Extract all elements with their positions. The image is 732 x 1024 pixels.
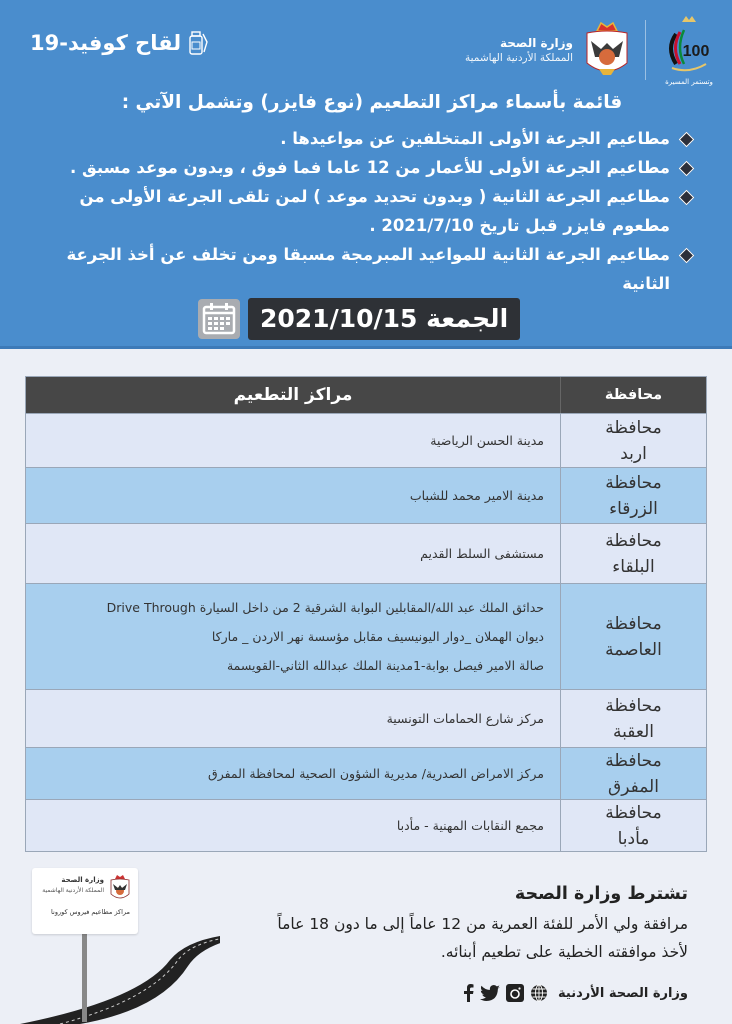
brand-logos [465,12,720,88]
criteria-item: مطاعيم الجرعة الأولى المتخلفين عن مواعيدها . [36,124,696,153]
diamond-bullet-icon [679,190,695,206]
table-row [26,747,706,799]
ministry-text [465,36,573,64]
calendar-icon [198,299,240,339]
diamond-bullet-icon [679,248,695,264]
diamond-bullet-icon [679,161,695,177]
ministry-name: وزارة الصحة [499,36,573,50]
footer-title: تشترط وزارة الصحة [514,884,688,904]
table-row [26,523,706,583]
centennial-tagline: وتستمر المسيرة [665,78,713,86]
criteria-list [36,124,696,298]
governorate-cell: محافظة البلقاء [560,524,706,583]
header-governorate: محافظة [560,377,706,413]
table-row [26,467,706,523]
centers-cell: مركز شارع الحمامات التونسية [386,711,544,726]
centennial-100-icon [658,14,720,76]
governorate-cell: محافظة العاصمة [560,584,706,689]
date-banner [198,298,520,340]
centennial-logo [658,14,720,86]
footer-body: مرافقة ولي الأمر للفئة العمرية من 12 عاماً إلى ما دون 18 عاماً لأخذ موافقته الخطية على تطعيم أبنائه. [277,915,688,961]
kingdom-name: المملكة الأردنية الهاشمية [464,52,573,64]
logo-divider [645,20,646,80]
sign-kingdom: المملكة الأردنية الهاشمية [42,887,104,894]
table-row [26,799,706,851]
table-header [26,377,706,413]
globe-icon[interactable] [530,984,548,1002]
governorate-cell: محافظة الزرقاء [560,468,706,523]
list-title: قائمة بأسماء مراكز التطعيم (نوع فايزر) وتشمل الآتي : [121,92,623,113]
svg-text:100: 100 [682,43,710,60]
header-centers: مراكز التطعيم [233,385,353,405]
criteria-item: مطاعيم الجرعة الثانية للمواعيد المبرمجة مسبقا ومن تخلف عن أخذ الجرعة الثانية [36,240,696,298]
sign-ministry: وزارة الصحة [61,876,104,884]
campaign-title [30,30,209,56]
social-account-name: وزارة الصحة الأردنية [558,985,688,1001]
centers-cell: مجمع النقابات المهنية - مأدبا [396,818,544,833]
table-row [26,583,706,689]
centers-cell: مدينة الحسن الرياضية [430,433,544,448]
coat-of-arms-icon [108,874,132,902]
centers-cell: مدينة الامير محمد للشباب [409,488,544,503]
road-sign [32,868,138,934]
governorate-cell: محافظة اربد [560,414,706,467]
table-row [26,413,706,467]
instagram-icon[interactable] [506,984,524,1002]
governorate-cell: محافظة المفرق [560,748,706,799]
social-bar [462,984,688,1002]
diamond-bullet-icon [679,132,695,148]
road-illustration-icon [20,930,220,1024]
facebook-icon[interactable] [462,984,474,1002]
governorate-cell: محافظة العقبة [560,690,706,747]
table-row [26,689,706,747]
vaccine-vial-icon [187,30,209,56]
governorate-cell: محافظة مأدبا [560,800,706,851]
coat-of-arms-icon [581,19,633,81]
vaccination-centers-table [25,376,707,852]
criteria-item: مطاعيم الجرعة الثانية ( وبدون تحديد موعد ) لمن تلقى الجرعة الأولى من مطعوم فايزر قبل تاريخ 2021/7/10 . [36,182,696,240]
sign-pole [82,932,87,1022]
centers-cell: مركز الامراض الصدرية/ مديرية الشؤون الصحية لمحافظة المفرق [208,766,544,781]
sign-caption: مراكز مطاعيم فيروس كورونا [51,908,130,916]
hero-divider [0,346,732,349]
date-label: الجمعة 2021/10/15 [248,298,520,340]
centers-cell: حدائق الملك عبد الله/المقابلين البوابة الشرقية 2 من داخل السيارة Drive Through ديوان الهملان _دوار اليونيسيف مقابل مؤسسة نهر الاردن _ ماركا صالة الامير فيصل بوابة-1مدينة الملك عبدالله الثاني-القويسمة [106,600,544,673]
centers-cell: مستشفى السلط القديم [420,546,544,561]
criteria-item: مطاعيم الجرعة الأولى للأعمار من 12 عاما فما فوق ، وبدون موعد مسبق . [36,153,696,182]
twitter-icon[interactable] [480,985,500,1001]
campaign-title-text: لقاح كوفيد-19 [30,31,182,55]
